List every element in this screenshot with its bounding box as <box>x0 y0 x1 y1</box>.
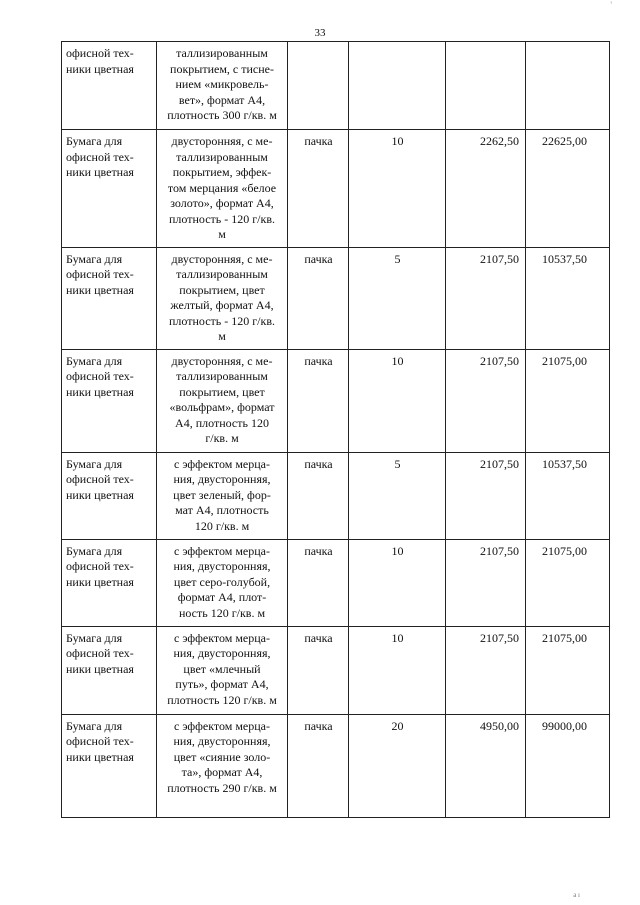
corner-mark: ' <box>610 0 612 10</box>
unit-cell: пачка <box>288 247 349 349</box>
item-description-line: ния, двусторонняя, <box>173 646 271 660</box>
item-description <box>157 539 288 626</box>
sum-cell: 10537,50 <box>526 247 610 349</box>
item-description-line: ность 120 г/кв. м <box>178 605 266 620</box>
item-name <box>62 539 157 626</box>
item-description <box>157 42 288 130</box>
item-description-line: «вольфрам», формат <box>169 400 275 414</box>
item-name-line: офисной тех- <box>66 267 134 281</box>
item-name-line: Бумага для <box>66 456 123 471</box>
item-name-line: офисной тех- <box>66 46 134 60</box>
item-description-line: покрытием, цвет <box>179 384 265 399</box>
table-row <box>62 626 610 714</box>
price-cell <box>446 42 526 130</box>
item-description-line: цвет серо-голубой, <box>173 574 271 589</box>
item-name-line: офисной тех- <box>66 734 134 748</box>
item-description-line: желтый, формат А4, <box>170 298 274 312</box>
item-description <box>157 349 288 452</box>
item-description-line: м <box>218 329 226 343</box>
price-cell: 2107,50 <box>446 626 526 714</box>
item-name-line: ники цветная <box>66 61 134 76</box>
item-name <box>62 714 157 817</box>
item-name-line: ники цветная <box>66 282 134 297</box>
item-description-line: том мерцания «белое <box>167 180 277 195</box>
item-description-line: г/кв. м <box>205 431 239 445</box>
table-row <box>62 452 610 539</box>
item-description-line: плотность 290 г/кв. м <box>167 780 277 795</box>
item-name-line: ники цветная <box>66 574 134 589</box>
item-description-line: с эффектом мерца- <box>174 543 270 558</box>
item-name-line: ники цветная <box>66 165 134 179</box>
item-description <box>157 714 288 817</box>
item-description-line: цвет «млечный <box>183 661 261 676</box>
item-description-line: цвет зеленый, фор- <box>173 487 271 502</box>
item-name-line: офисной тех- <box>66 472 134 486</box>
quantity-cell: 10 <box>349 349 446 452</box>
sum-cell: 22625,00 <box>526 130 610 248</box>
unit-cell: пачка <box>288 539 349 626</box>
price-cell: 4950,00 <box>446 714 526 817</box>
page-number: 33 <box>314 27 326 39</box>
item-description-line: покрытием, эффек- <box>172 165 272 179</box>
price-cell: 2107,50 <box>446 452 526 539</box>
item-name-line: ники цветная <box>66 487 134 502</box>
item-name-line: офисной тех- <box>66 369 134 383</box>
item-name-line: Бумага для <box>66 718 123 733</box>
table-row <box>62 349 610 452</box>
unit-cell: пачка <box>288 714 349 817</box>
item-description <box>157 247 288 349</box>
item-name <box>62 130 157 248</box>
item-name-line: Бумага для <box>66 543 123 558</box>
item-description-line: плотность - 120 г/кв. <box>168 211 275 226</box>
quantity-cell: 10 <box>349 539 446 626</box>
item-description-line: А4, плотность 120 <box>175 415 269 430</box>
item-description-line: с эффектом мерца- <box>174 456 270 471</box>
item-description-line: вет», формат А4, <box>178 92 266 107</box>
item-description-line: таллизированным <box>176 149 268 164</box>
item-name <box>62 626 157 714</box>
item-name-line: офисной тех- <box>66 646 134 660</box>
item-description-line: формат А4, плот- <box>177 590 267 604</box>
table-row <box>62 714 610 817</box>
table-row <box>62 130 610 248</box>
item-description-line: покрытием, цвет <box>179 282 265 297</box>
unit-cell: пачка <box>288 130 349 248</box>
item-name-line: Бумага для <box>66 353 123 368</box>
item-name-line: офисной тех- <box>66 559 134 573</box>
item-description <box>157 130 288 248</box>
sum-cell: 10537,50 <box>526 452 610 539</box>
quantity-cell: 10 <box>349 130 446 248</box>
item-description-line: ния, двусторонняя, <box>173 472 271 486</box>
item-description-line: с эффектом мерца- <box>174 718 270 733</box>
item-description-line: двусторонняя, с ме- <box>171 353 273 368</box>
item-description <box>157 452 288 539</box>
sum-cell: 21075,00 <box>526 539 610 626</box>
sum-cell: 21075,00 <box>526 626 610 714</box>
item-name <box>62 452 157 539</box>
price-cell: 2107,50 <box>446 539 526 626</box>
item-name-line: ники цветная <box>66 749 134 764</box>
quantity-cell: 10 <box>349 626 446 714</box>
item-description-line: золото», формат А4, <box>170 196 274 210</box>
item-description-line: таллизированным <box>176 267 268 281</box>
price-cell: 2107,50 <box>446 349 526 452</box>
item-name-line: офисной тех- <box>66 149 134 164</box>
item-description-line: ния, двусторонняя, <box>173 559 271 573</box>
price-cell: 2107,50 <box>446 247 526 349</box>
unit-cell: пачка <box>288 349 349 452</box>
item-name-line: ники цветная <box>66 384 134 399</box>
item-description-line: с эффектом мерца- <box>174 630 270 645</box>
table-row <box>62 42 610 130</box>
item-description-line: цвет «сияние золо- <box>173 749 271 764</box>
item-description-line: двусторонняя, с ме- <box>171 134 273 148</box>
item-description-line: таллизированным <box>176 46 268 60</box>
item-description-line: покрытием, с тисне- <box>170 61 274 76</box>
item-name <box>62 349 157 452</box>
item-description-line: плотность 300 г/кв. м <box>167 108 277 122</box>
sum-cell: 99000,00 <box>526 714 610 817</box>
item-description-line: мат А4, плотность <box>175 503 269 517</box>
unit-cell: пачка <box>288 626 349 714</box>
unit-cell <box>288 42 349 130</box>
unit-cell: пачка <box>288 452 349 539</box>
item-name-line: Бумага для <box>66 134 123 148</box>
item-name-line: Бумага для <box>66 251 123 266</box>
goods-table <box>61 41 610 818</box>
item-description-line: путь», формат А4, <box>175 677 269 691</box>
item-description-line: м <box>218 227 226 241</box>
sum-cell <box>526 42 610 130</box>
quantity-cell <box>349 42 446 130</box>
quantity-cell: 20 <box>349 714 446 817</box>
price-cell: 2262,50 <box>446 130 526 248</box>
item-name <box>62 247 157 349</box>
item-name <box>62 42 157 130</box>
item-description <box>157 626 288 714</box>
item-description-line: двусторонняя, с ме- <box>171 251 273 266</box>
item-description-line: плотность 120 г/кв. м <box>167 692 277 707</box>
table-row <box>62 247 610 349</box>
item-description-line: плотность - 120 г/кв. <box>168 313 275 328</box>
item-name-line: Бумага для <box>66 630 123 645</box>
quantity-cell: 5 <box>349 247 446 349</box>
quantity-cell: 5 <box>349 452 446 539</box>
item-name-line: ники цветная <box>66 661 134 676</box>
scan-mark: a ı <box>573 891 580 899</box>
sum-cell: 21075,00 <box>526 349 610 452</box>
item-description-line: 120 г/кв. м <box>194 518 250 533</box>
table-row <box>62 539 610 626</box>
item-description-line: ния, двусторонняя, <box>173 734 271 748</box>
item-description-line: нием «микровель- <box>175 77 269 91</box>
item-description-line: та», формат А4, <box>181 765 263 779</box>
item-description-line: таллизированным <box>176 369 268 383</box>
